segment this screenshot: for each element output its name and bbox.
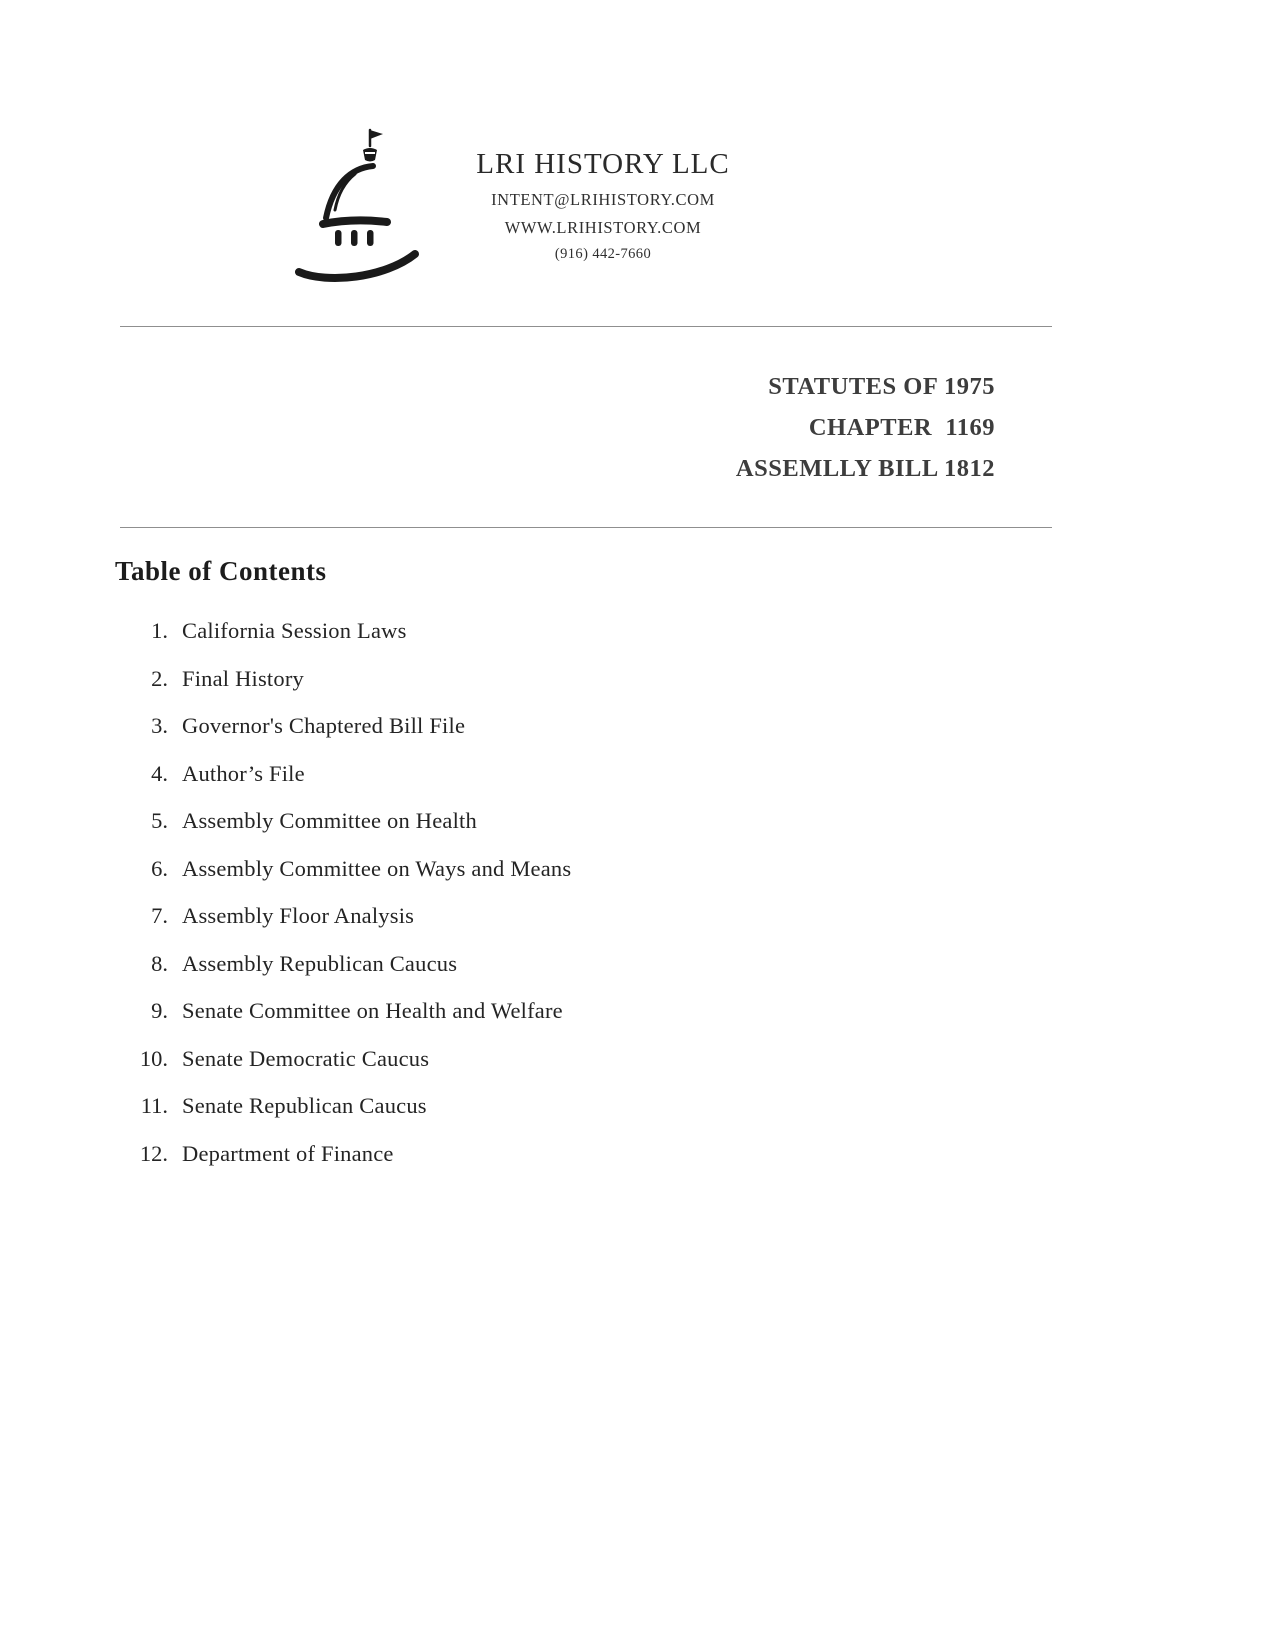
toc-item xyxy=(118,666,918,714)
toc-title: Table of Contents xyxy=(115,556,327,586)
toc-item-label: Assembly Republican Caucus xyxy=(182,950,458,976)
toc-item-number: 11. xyxy=(140,1093,168,1118)
toc-item-label: Senate Democratic Caucus xyxy=(182,1045,430,1071)
toc-item xyxy=(118,1093,918,1141)
company-phone: (916) 442-7660 xyxy=(554,246,652,262)
toc-item-number: 3. xyxy=(151,713,168,738)
toc-item-label: Governor's Chaptered Bill File xyxy=(182,713,466,738)
company-email: INTENT@LRIHISTORY.COM xyxy=(491,190,715,209)
toc-item xyxy=(118,903,918,951)
divider-bottom xyxy=(120,527,1052,528)
company-website: WWW.LRIHISTORY.COM xyxy=(504,218,702,237)
toc-item-label: Assembly Committee on Health xyxy=(182,808,477,833)
toc-item-label: California Session Laws xyxy=(182,618,407,643)
statutes-line: STATUTES OF 1975 xyxy=(768,373,995,400)
toc-item-number: 1. xyxy=(151,618,168,643)
toc-item-number: 8. xyxy=(151,950,168,976)
toc-item xyxy=(118,1046,918,1094)
divider-top xyxy=(120,326,1052,327)
toc-item xyxy=(118,998,918,1046)
toc-item-number: 2. xyxy=(151,665,168,691)
toc-item xyxy=(118,856,918,904)
letterhead xyxy=(438,148,768,263)
toc-item-label: Department of Finance xyxy=(182,1140,394,1166)
toc-item-label: Final History xyxy=(182,665,304,691)
toc-item-number: 9. xyxy=(151,998,168,1023)
toc-item-label: Assembly Floor Analysis xyxy=(182,903,415,928)
toc-item-label: Assembly Committee on Ways and Means xyxy=(182,855,572,881)
toc-item xyxy=(118,618,918,666)
toc-item-number: 6. xyxy=(151,855,168,881)
toc-item-label: Senate Committee on Health and Welfare xyxy=(182,998,563,1023)
chapter-line: CHAPTER 1169 xyxy=(808,414,995,441)
toc-item-label: Author’s File xyxy=(182,760,305,786)
toc-item-label: Senate Republican Caucus xyxy=(182,1093,427,1118)
toc-item xyxy=(118,1141,918,1189)
company-name: LRI HISTORY LLC xyxy=(476,148,730,180)
toc-item-number: 10. xyxy=(139,1045,168,1071)
toc-item xyxy=(118,808,918,856)
bill-line: ASSEMLLY BILL 1812 xyxy=(735,455,995,482)
toc-list xyxy=(118,618,918,1188)
toc-item-number: 4. xyxy=(151,760,168,786)
toc-item xyxy=(118,761,918,809)
toc-item-number: 7. xyxy=(151,903,168,928)
document-info-block xyxy=(736,366,995,489)
company-logo xyxy=(293,122,443,287)
toc-item xyxy=(118,951,918,999)
capitol-dome-sketch-icon xyxy=(293,274,443,291)
toc-item xyxy=(118,713,918,761)
toc-item-number: 12. xyxy=(139,1140,168,1166)
toc-item-number: 5. xyxy=(151,808,168,833)
